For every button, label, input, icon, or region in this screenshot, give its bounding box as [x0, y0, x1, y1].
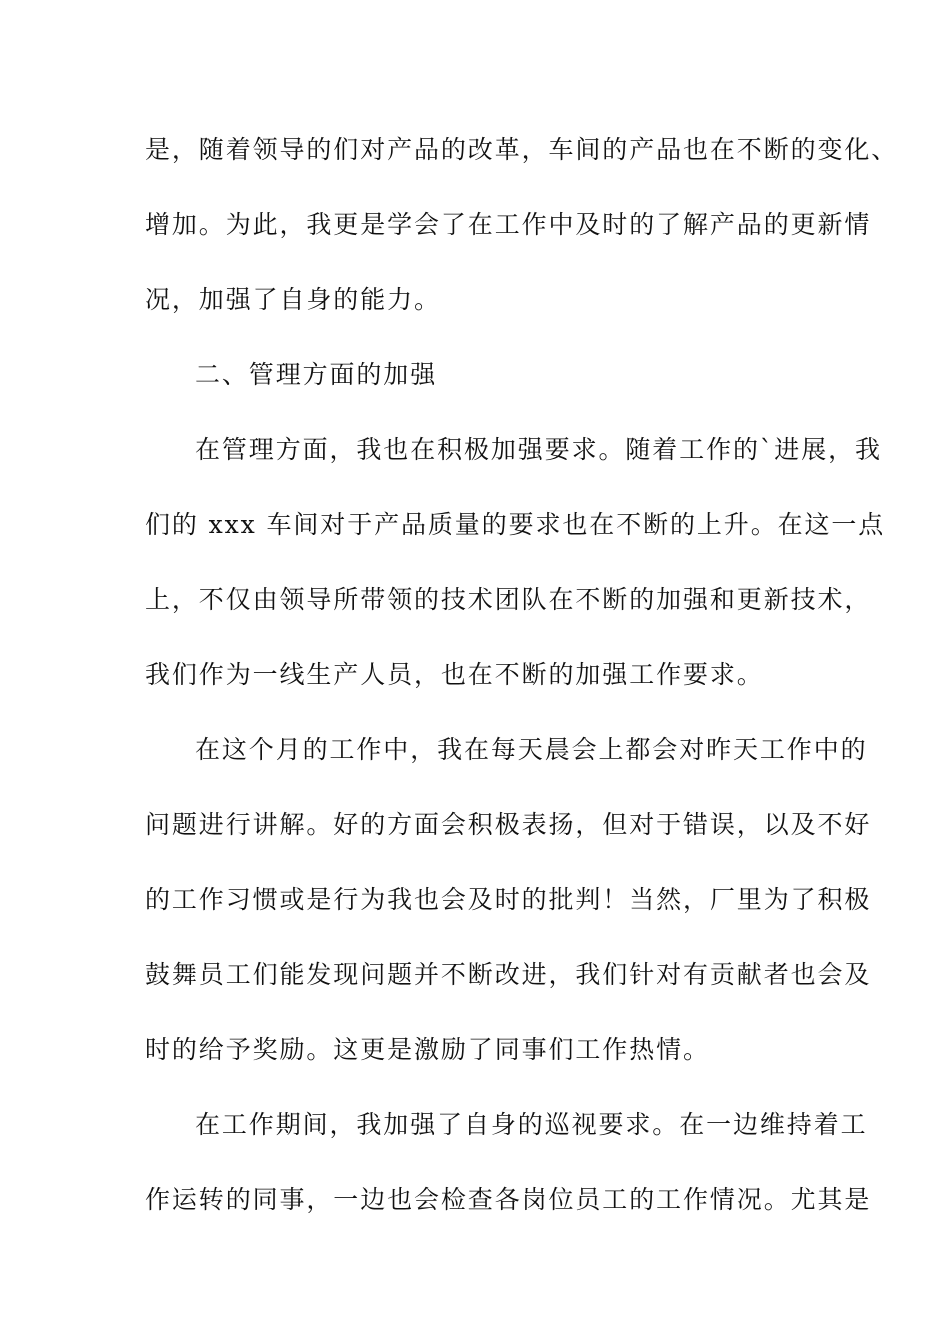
text-line: 增加。为此，我更是学会了在工作中及时的了解产品的更新情 [145, 210, 872, 239]
text-line: 在工作期间，我加强了自身的巡视要求。在一边维持着工 [195, 1110, 868, 1139]
text-line: 问题进行讲解。好的方面会积极表扬，但对于错误，以及不好 [145, 810, 872, 839]
text-line: 们的 xxx 车间对于产品质量的要求也在不断的上升。在这一点 [145, 510, 886, 539]
text-line: 上，不仅由领导所带领的技术团队在不断的加强和更新技术， [145, 585, 872, 614]
text-line: 在管理方面，我也在积极加强要求。随着工作的`进展，我 [195, 435, 882, 464]
text-line: 在这个月的工作中，我在每天晨会上都会对昨天工作中的 [195, 735, 868, 764]
text-line: 鼓舞员工们能发现问题并不断改进，我们针对有贡献者也会及 [145, 960, 872, 989]
section-heading: 二、管理方面的加强 [195, 360, 438, 389]
text-line: 况，加强了自身的能力。 [145, 285, 441, 314]
text-line: 时的给予奖励。这更是激励了同事们工作热情。 [145, 1035, 710, 1064]
text-line: 的工作习惯或是行为我也会及时的批判！当然，厂里为了积极 [145, 885, 872, 914]
text-line: 是，随着领导的们对产品的改革，车间的产品也在不断的变化、 [145, 135, 899, 164]
text-line: 我们作为一线生产人员，也在不断的加强工作要求。 [145, 660, 764, 689]
text-line: 作运转的同事，一边也会检查各岗位员工的工作情况。尤其是 [145, 1185, 872, 1214]
